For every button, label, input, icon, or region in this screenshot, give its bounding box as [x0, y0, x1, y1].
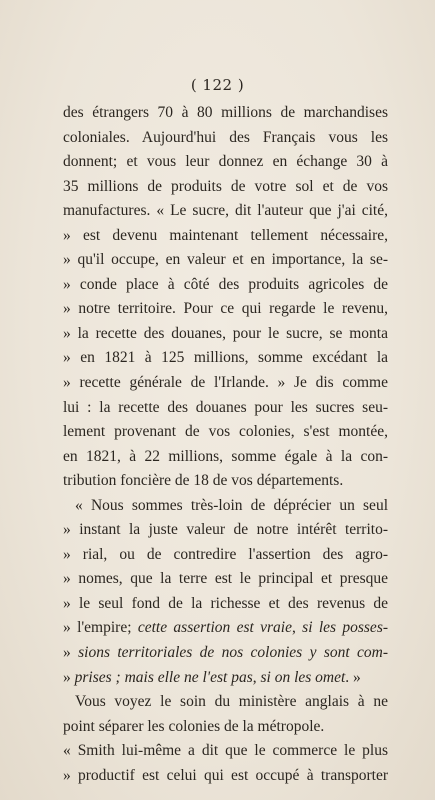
text-line	[63, 346, 388, 371]
text-line	[63, 494, 388, 519]
text-segment: » instant la juste valeur de notre intérêt territo-	[63, 521, 388, 539]
text-segment: 35 millions de produits de votre sol et de vos	[63, 177, 388, 195]
text-segment: » recette générale de l'Irlande. » Je dis comme	[63, 374, 388, 392]
text-line	[63, 273, 388, 298]
text-segment: » le seul fond de la richesse et des revenus de	[63, 594, 388, 612]
text-line	[63, 715, 388, 740]
text-line	[63, 101, 388, 126]
text-segment: lement provenant de vos colonies, s'est montée,	[63, 423, 388, 441]
text-segment: »	[63, 668, 75, 686]
italic-text: si les posses-	[302, 619, 388, 637]
text-segment: coloniales. Aujourd'hui des Français vous les	[63, 128, 388, 146]
text-line	[63, 322, 388, 347]
text-segment: » l'empire;	[63, 619, 138, 637]
text-segment: point séparer les colonies de la métropole.	[63, 717, 325, 735]
text-line	[63, 641, 388, 666]
text-segment: ,	[252, 668, 261, 686]
italic-text: sions territoriales de nos colonies y sont com-	[78, 644, 388, 662]
text-segment: » la recette des douanes, pour le sucre, se monta	[63, 324, 388, 342]
text-line	[63, 469, 388, 494]
text-segment: lui : la recette des douanes pour les sucres seu-	[63, 398, 388, 416]
text-segment: Vous voyez le soin du ministère anglais à ne	[75, 693, 388, 711]
text-segment: « Smith lui-même a dit que le commerce le plus	[63, 742, 388, 760]
text-line	[63, 150, 388, 175]
text-line	[63, 518, 388, 543]
text-line	[63, 175, 388, 200]
text-segment: en 1821, à 22 millions, somme égale à la con-	[63, 447, 388, 465]
text-segment: » nomes, que la terre est le principal et presque	[63, 570, 388, 588]
italic-text: prises ; mais elle ne l'est pas	[74, 668, 253, 686]
text-line	[63, 543, 388, 568]
text-segment: des étrangers 70 à 80 millions de marchandises	[63, 104, 388, 121]
text-line	[63, 592, 388, 617]
text-segment: » qu'il occupe, en valeur et en importance, la se-	[63, 251, 388, 269]
text-segment: » en 1821 à 125 millions, somme excédant la	[63, 349, 388, 367]
text-segment: » conde place à côté des produits agricoles de	[63, 275, 388, 293]
text-segment: » est devenu maintenant tellement nécessaire,	[63, 226, 388, 244]
italic-text: cette assertion est vraie	[137, 619, 292, 637]
text-segment: » rial, ou de contredire l'assertion des agro-	[63, 545, 388, 563]
text-segment: donnent; et vous leur donnez en échange 30 à	[63, 153, 388, 171]
text-line	[63, 248, 388, 273]
text-line	[63, 224, 388, 249]
text-segment: . »	[345, 668, 361, 686]
text-segment: tribution foncière de 18 de vos départements.	[63, 472, 344, 490]
text-line	[63, 297, 388, 322]
text-line	[63, 126, 388, 151]
text-line	[63, 567, 388, 592]
body-text	[63, 101, 388, 788]
text-segment: »	[63, 644, 79, 662]
italic-text: si on les omet	[260, 668, 346, 686]
text-line	[63, 739, 388, 764]
text-line	[63, 690, 388, 715]
text-line	[63, 666, 388, 691]
text-line	[63, 199, 388, 224]
text-segment: manufactures. « Le sucre, dit l'auteur que j'ai cité,	[63, 202, 388, 220]
text-line	[63, 764, 388, 789]
text-line	[63, 396, 388, 421]
text-line	[63, 371, 388, 396]
text-line	[63, 616, 388, 641]
text-segment: « Nous sommes très-loin de déprécier un seul	[75, 496, 388, 514]
text-segment: » productif est celui qui est occupé à transporter	[63, 766, 388, 784]
text-segment: ,	[291, 619, 303, 637]
text-line	[63, 445, 388, 470]
text-segment: » notre territoire. Pour ce qui regarde le revenu,	[63, 300, 388, 318]
page-number: ( 122 )	[190, 76, 245, 94]
text-line	[63, 420, 388, 445]
